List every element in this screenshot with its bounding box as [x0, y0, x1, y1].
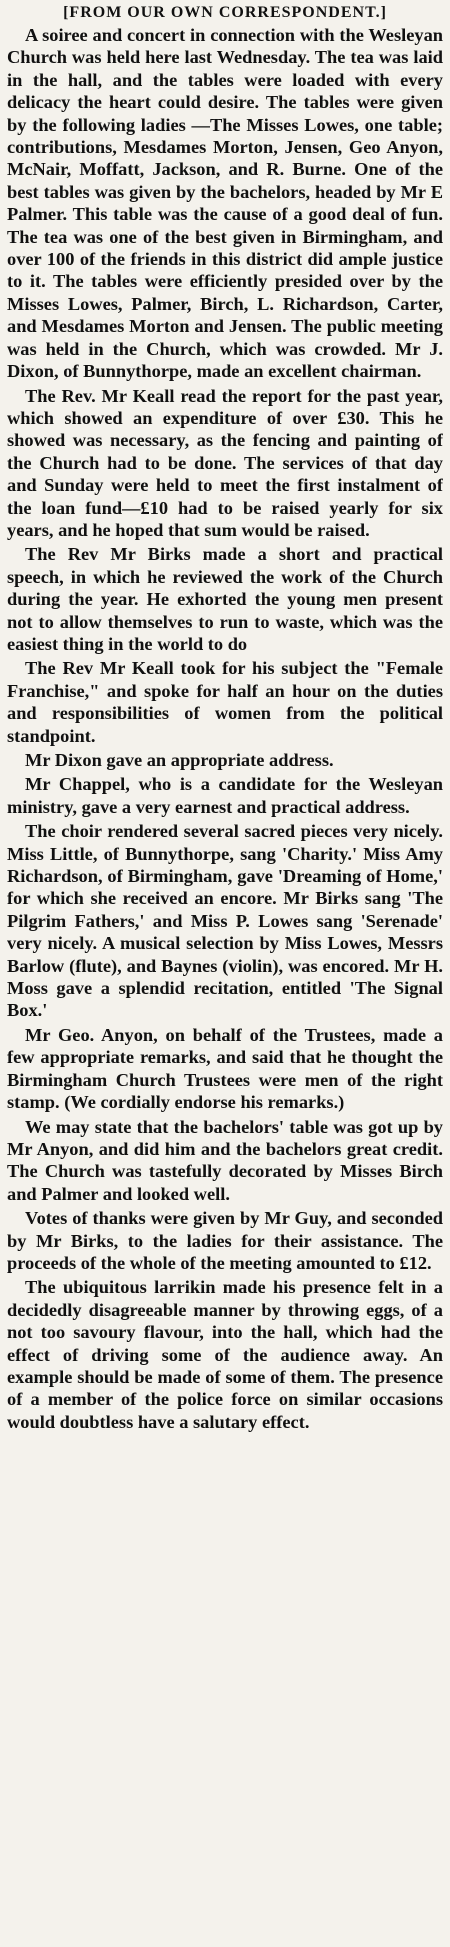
- paragraph-trustees: Mr Geo. Anyon, on behalf of the Trustees, made a few appropriate remarks, and said that he thought the Birmingham Church Trustees were men of the right stamp. (We cordially endorse his remarks.): [7, 1024, 443, 1113]
- paragraph-birks-speech: The Rev Mr Birks made a short and practical speech, in which he reviewed the work of the Church during the year. He exhorted the young men present not to allow themselves to run to waste, which was the easiest thing in the world to do: [7, 544, 443, 654]
- paragraph-choir: The choir rendered several sacred pieces very nicely. Miss Little, of Bunnythorpe, sang 'Charity.' Miss Amy Richardson, of Birmingham, gave 'Dreaming of Home,' for which she received an encore. Mr Birks sang 'The Pilgrim Fathers,' and Miss P. Lowes sang 'Serenade' very nicely. A musical selection by Miss Lowes, Messrs Barlow (flute), and Baynes (violin), was encored. Mr H. Moss gave a splendid recitation, entitled 'The Signal Box.': [7, 821, 443, 1021]
- paragraph-report: The Rev. Mr Keall read the report for the past year, which showed an expenditure of over £30. This he showed was necessary, as the fencing and painting of the Church had to be done. The services of that day and Sunday were held to meet the first instalment of the loan fund—£10 had to be raised yearly for six years, and he hoped that sum would be raised.: [7, 385, 443, 540]
- paragraph-dixon-address: Mr Dixon gave an appropriate address.: [25, 750, 334, 770]
- paragraph-chappel-address: Mr Chappel, who is a candidate for the Wesleyan ministry, gave a very earnest and practical address.: [7, 774, 443, 817]
- paragraph-female-franchise: The Rev Mr Keall took for his subject the "Female Franchise," and spoke for half an hour on the duties and responsibilities of women from the political standpoint.: [7, 658, 443, 746]
- paragraph-bachelors-table: We may state that the bachelors' table was got up by Mr Anyon, and did him and the bachelors great credit. The Church was tastefully decorated by Misses Birch and Palmer and looked well.: [7, 1116, 443, 1204]
- article-column: [7, 4, 443, 1939]
- paragraph-votes-of-thanks: Votes of thanks were given by Mr Guy, and seconded by Mr Birks, to the ladies for their assistance. The proceeds of the whole of the meeting amounted to £12.: [7, 1208, 443, 1273]
- article-dateline: [FROM OUR OWN CORRESPONDENT.]: [63, 4, 387, 21]
- paragraph-larrikin: The ubiquitous larrikin made his presence felt in a decidedly disagreeable manner by throwing eggs, of a not too savoury flavour, into the hall, which had the effect of driving some of the audience away. An example should be made of some of them. The presence of a member of the police force on similar occasions would doubtless have a salutary effect.: [7, 1277, 443, 1432]
- paragraph-soiree: A soiree and concert in connection with the Wesleyan Church was held here last Wednesday. The tea was laid in the hall, and the tables were loaded with every delicacy the heart could desire. The tables were given by the following ladies —The Misses Lowes, one table; contributions, Mesdames Morton, Jensen, Geo Anyon, McNair, Moffatt, Jackson, and R. Burne. One of the best tables was given by the bachelors, headed by Mr E Palmer. This table was the cause of a good deal of fun. The tea was one of the best given in Birmingham, and over 100 of the friends in this district did ample justice to it. The tables were efficiently presided over by the Misses Lowes, Palmer, Birch, L. Richardson, Carter, and Mesdames Morton and Jensen. The public meeting was held in the Church, which was crowded. Mr J. Dixon, of Bunnythorpe, made an excellent chairman.: [7, 25, 443, 382]
